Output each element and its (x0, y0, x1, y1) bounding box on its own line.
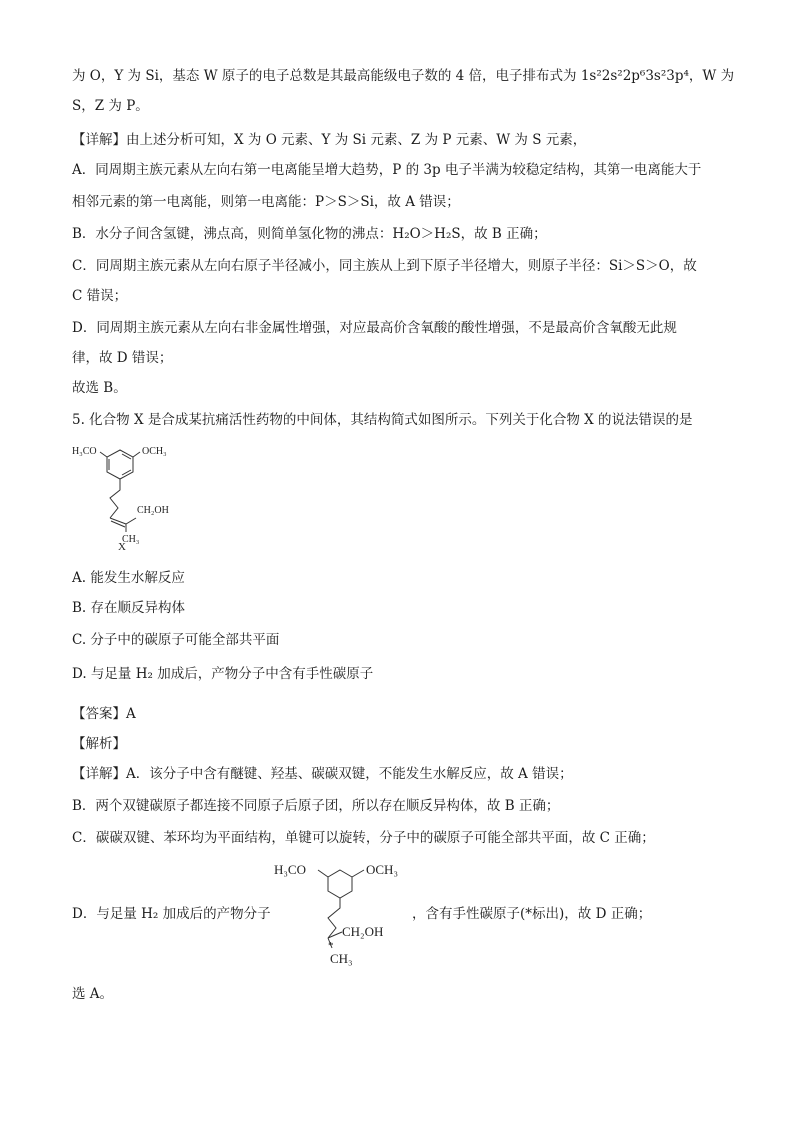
analysis-title: 【解析】 (72, 736, 126, 752)
text-line: C．同周期主族元素从左向右原子半径减小，同主族从上到下原子半径增大，则原子半径：Si＞S＞O，故 (72, 258, 697, 274)
text-line: D．同周期主族元素从左向右非金属性增强，对应最高价含氧酸的酸性增强，不是最高价含氧酸无此规 (72, 320, 677, 336)
option-b: B. 存在顺反异构体 (72, 600, 186, 616)
benzene-ring (107, 450, 133, 479)
option-a: A. 能发生水解反应 (72, 570, 185, 586)
answer: 【答案】A (72, 706, 136, 722)
text-line: 故选 B。 (72, 380, 127, 396)
explain-b: B．两个双键碳原子都连接不同原子后原子团，所以存在顺反异构体，故 B 正确； (72, 798, 560, 814)
explain-c: C．碳碳双键、苯环均为平面结构，单键可以旋转，分子中的碳原子可能全部共平面，故 C 正确； (72, 830, 655, 846)
text-line: A．同周期主族元素从左向右第一电离能呈增大趋势，P 的 3p 电子半满为较稳定结构，其第一电离能大于 (72, 162, 702, 178)
explain-d-prefix: D．与足量 H₂ 加成后的产物分子 (72, 906, 271, 922)
methoxy-left-label: H₃CO (274, 862, 306, 877)
methoxy-left-label: H₃CO (72, 446, 97, 457)
text-line: 为 O，Y 为 Si，基态 W 原子的电子总数是其最高能级电子数的 4 倍，电子排布式为 1s²2s²2p⁶3s²3p⁴，W 为 (72, 68, 735, 84)
text-line: 相邻元素的第一电离能，则第一电离能：P＞S＞Si，故 A 错误； (72, 194, 460, 210)
methyl-label: CH₃ (122, 534, 140, 545)
explain-a: 【详解】A．该分子中含有醚键、羟基、碳碳双键，不能发生水解反应，故 A 错误； (72, 766, 573, 782)
question-5: 5. 化合物 X 是合成某抗痛活性药物的中间体，其结构简式如图所示。下列关于化合物 X 的说法错误的是 (72, 412, 693, 428)
methoxy-right-label: OCH₃ (366, 862, 398, 877)
compound-x-label: X (118, 541, 126, 553)
chiral-mark: * (328, 940, 334, 952)
explain-d-suffix: ，含有手性碳原子(*标出)，故 D 正确； (412, 906, 652, 922)
text-line: B．水分子间含氢键，沸点高，则简单氢化物的沸点：H₂O＞H₂S，故 B 正确； (72, 226, 547, 242)
structure-x-diagram (70, 438, 190, 558)
option-c: C. 分子中的碳原子可能全部共平面 (72, 632, 280, 648)
alcohol-label: CH₂OH (137, 505, 169, 516)
alcohol-label: CH₂OH (342, 924, 384, 939)
text-line: 【详解】由上述分析可知，X 为 O 元素、Y 为 Si 元素、Z 为 P 元素、W 为 S 元素， (72, 132, 587, 148)
methyl-label: CH₃ (330, 951, 353, 966)
methoxy-right-label: OCH₃ (142, 446, 167, 457)
option-d: D. 与足量 H₂ 加成后，产物分子中含有手性碳原子 (72, 666, 374, 682)
cyclohexane-ring (328, 870, 352, 898)
final-line: 选 A。 (72, 986, 114, 1002)
hydrogenated-product-diagram (272, 856, 412, 968)
text-line: S，Z 为 P。 (72, 98, 149, 114)
text-line: C 错误； (72, 288, 128, 304)
text-line: 律，故 D 错误； (72, 350, 173, 366)
